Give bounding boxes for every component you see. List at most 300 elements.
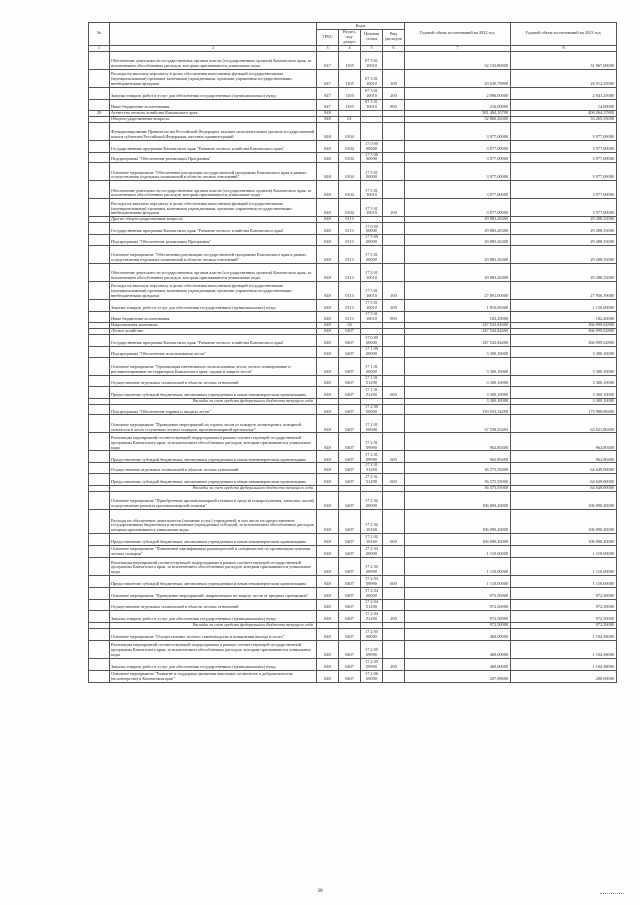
row-name: Реализация мероприятий соответствующей подпрограммы в рамках соответствующей государственной программы Камчатского края, за исключением обособленных расходов, которым присваиваются уникальные коды [110,433,317,451]
row-sum-2022: 3 300,10000 [405,386,511,398]
table-row [89,181,617,199]
row-number [89,235,110,246]
row-name: Осуществление отдельных полномочий в области лесных отношений [110,463,317,474]
row-target-article: 17 2 04 51290 [361,600,383,611]
row-sum-2022: 972,50000 [405,611,511,623]
row-grbs: 848 [317,152,339,163]
row-sum-2022: 29 883,26300 [405,217,511,223]
row-grbs: 847 [317,69,339,87]
row-expense-type [383,51,405,69]
row-razdel: 1105 [339,99,361,110]
row-sum-2022: 1 810,06300 [405,300,511,312]
row-target-article: 17 2 02 00000 [361,492,383,510]
row-target-article: 17 2 01 09990 [361,451,383,463]
row-grbs: 847 [317,87,339,99]
row-razdel: 1105 [339,69,361,87]
row-sum-2022: 2 896,00000 [405,87,511,99]
row-expense-type [383,375,405,386]
row-name: Иные бюджетные ассигнования [110,312,317,323]
row-grbs: 848 [317,534,339,546]
row-razdel: 1105 [339,51,361,69]
row-sum-2022: 207,98800 [405,671,511,683]
row-name: Государственная программа Камчатского края "Развитие лесного хозяйства Камчатского края" [110,223,317,235]
row-name: Основное мероприятие "Приобретение противопожарной техники и средств пожаротушения, запасных частей, осуществление ремонта противопожарной техники" [110,492,317,510]
row-number [89,546,110,558]
row-name: Основное мероприятие "Проведение мероприятий, направленных на защиту лесов от вредных организмов" [110,588,317,600]
row-razdel: 0407 [339,328,361,334]
row-sum-2022: 460,00000 [405,659,511,671]
row-expense-type [383,415,405,433]
row-sum-2023: 28 912,25000 [511,69,617,87]
row-expense-type [383,334,405,346]
row-number [89,87,110,99]
row-sum-2023: 3 977,00000 [511,122,617,140]
row-razdel: 0407 [339,433,361,451]
row-expense-type: 100 [383,282,405,300]
row-target-article: 17 2 01 09990 [361,433,383,451]
row-target-article: 17 1 01 51290 [361,386,383,398]
row-razdel: 0407 [339,415,361,433]
row-sum-2023: 1 110,00000 [511,576,617,588]
row-sum-2023: 3 300,10000 [511,357,617,375]
row-grbs: 848 [317,346,339,357]
row-name: Реализация мероприятий соответствующей подпрограммы в рамках соответствующей государственной программы Камчатского края, за исключением обособленных расходов, которым присваиваются уникальные коды [110,558,317,576]
row-razdel: 0407 [339,463,361,474]
row-target-article: 17 2 03 09990 [361,558,383,576]
row-razdel: 0407 [339,576,361,588]
row-number [89,282,110,300]
table-row [89,334,617,346]
row-grbs: 848 [317,282,339,300]
row-name: Расходы за счет средств федерального бюджета текущего года [110,486,317,492]
row-number [89,492,110,510]
row-razdel: 0407 [339,641,361,659]
row-number [89,600,110,611]
row-razdel: 0407 [339,474,361,486]
header-no: № [89,23,110,46]
row-target-article: 17 2 05 09990 [361,641,383,659]
row-sum-2022: 962,80400 [405,433,511,451]
row-expense-type [383,558,405,576]
table-row [89,629,617,641]
row-sum-2022: 347 543,84400 [405,334,511,346]
row-expense-type [383,433,405,451]
row-expense-type: 600 [383,474,405,486]
row-number [89,152,110,163]
row-sum-2023: 3 300,10000 [511,346,617,357]
row-sum-2023: 31 867,00000 [511,51,617,69]
row-number [89,463,110,474]
corner-mark [600,893,624,894]
row-grbs: 848 [317,600,339,611]
row-target-article [361,122,383,140]
row-sum-2023: 1 110,00000 [511,546,617,558]
row-grbs: 848 [317,510,339,534]
table-row [89,600,617,611]
row-number [89,451,110,463]
table-row [89,312,617,323]
row-sum-2023: 64 649,00000 [511,463,617,474]
table-row [89,140,617,152]
row-number [89,163,110,181]
row-expense-type: 600 [383,386,405,398]
row-name: Предоставление субсидий бюджетным, автономным учреждениям и иным некоммерческим организациям [110,576,317,588]
row-grbs: 848 [317,110,339,116]
row-target-article: 17 2 01 51290 [361,463,383,474]
table-row [89,282,617,300]
row-grbs: 848 [317,163,339,181]
table-row [89,451,617,463]
row-target-article: 17 5 00 00000 [361,235,383,246]
row-sum-2023: 64 649,00000 [511,486,617,492]
row-razdel: 0113 [339,235,361,246]
row-grbs: 848 [317,659,339,671]
row-sum-2022: 3 977,00000 [405,163,511,181]
row-name: Основное мероприятие "Развитие и поддержка движения школьных лесничеств и добровольчества (волонтерства) в Камчатском крае" [110,671,317,683]
table-row [89,463,617,474]
row-expense-type: 200 [383,659,405,671]
row-number [89,181,110,199]
row-grbs: 848 [317,611,339,623]
row-sum-2023: 200,00000 [511,671,617,683]
header-razdel: Раздел, под-раздел [339,30,361,46]
row-number [89,386,110,398]
row-sum-2022: 460,00000 [405,641,511,659]
row-grbs: 848 [317,328,339,334]
row-number [89,576,110,588]
row-number [89,641,110,659]
row-razdel: 0407 [339,629,361,641]
row-name: Обеспечение деятельности государственных органов власти (государственных органов) Камчатского края, за исключением обособленных расходов, которым присваиваются уникальные коды [110,264,317,282]
index-cell: 1 [89,45,110,51]
row-target-article: 17 2 04 51290 [361,611,383,623]
row-name: Иные бюджетные ассигнования [110,99,317,110]
header-name [110,23,317,46]
row-razdel: 0113 [339,312,361,323]
header-target-article: Целевая статья [361,30,383,46]
row-name: Основное мероприятие "Проведение мероприятий по охране лесов от пожаров, мониторингу пожарной опасности в лесах и тушению лесных пожаров, противопожарной пропаганде" [110,415,317,433]
row-number [89,69,110,87]
row-target-article: 17 0 00 00000 [361,140,383,152]
table-row [89,223,617,235]
row-target-article: 17 0 00 00000 [361,334,383,346]
row-sum-2023: 29 288,35000 [511,223,617,235]
row-expense-type [383,235,405,246]
row-name: Расходы на обеспечение деятельности (оказание услуг) учреждений, в том числе на предоставление государственным бюджетным и автономным учреждениям субсидий, за исключением обособленных расходов, которым присваиваются уникальные коды [110,510,317,534]
row-expense-type [383,264,405,282]
page-number: 38 [317,888,323,894]
row-number [89,264,110,282]
row-name: Предоставление субсидий бюджетным, автономным учреждениям и иным некоммерческим организациям [110,451,317,463]
row-expense-type: 100 [383,69,405,87]
row-razdel: 0113 [339,217,361,223]
row-target-article: 17 2 04 00000 [361,588,383,600]
row-sum-2023: 3 977,00000 [511,140,617,152]
row-sum-2022: 3 977,00000 [405,140,511,152]
row-target-article: 17 2 02 10160 [361,510,383,534]
row-razdel: 0104 [339,122,361,140]
row-razdel: 0407 [339,588,361,600]
row-name: Осуществление отдельных полномочий в области лесных отношений [110,375,317,386]
row-sum-2022: 1 110,00000 [405,546,511,558]
row-sum-2022: 159 933,54200 [405,404,511,415]
row-sum-2022: 1 110,00000 [405,576,511,588]
row-name: Основное мероприятие "Обеспечение реализации государственной программы Камчатского края в рамках осуществления отдельных полномочий в области лесных отношений" [110,246,317,264]
row-razdel: 0407 [339,386,361,398]
row-sum-2022: 29 883,26300 [405,246,511,264]
row-sum-2022: 29 883,26300 [405,235,511,246]
row-razdel: 0407 [339,510,361,534]
row-name: Общегосударственные вопросы [110,116,317,122]
row-expense-type: 200 [383,611,405,623]
row-grbs: 848 [317,415,339,433]
row-target-article: 17 2 01 00000 [361,415,383,433]
row-sum-2023: 63 621,80400 [511,415,617,433]
row-name: Государственная программа Камчатского края "Развитие лесного хозяйства Камчатского края" [110,334,317,346]
row-expense-type: 600 [383,576,405,588]
row-sum-2022: 29 883,26300 [405,264,511,282]
row-razdel: 0407 [339,334,361,346]
row-expense-type [383,152,405,163]
row-sum-2022: 36 575,55000 [405,463,511,474]
row-sum-2023: 29 288,35000 [511,264,617,282]
row-name: Предоставление субсидий бюджетным, автономным учреждениям и иным некоммерческим организациям [110,386,317,398]
row-sum-2023: 14,00000 [511,99,617,110]
row-grbs: 848 [317,199,339,217]
row-razdel: 0113 [339,300,361,312]
row-sum-2022: 3 300,10000 [405,357,511,375]
row-sum-2023: 3 300,10000 [511,375,617,386]
row-target-article: 17 2 05 00000 [361,629,383,641]
row-expense-type [383,492,405,510]
row-target-article: 17 1 00 00000 [361,346,383,357]
row-razdel: 0113 [339,264,361,282]
row-grbs: 848 [317,671,339,683]
row-sum-2023: 1 104,38000 [511,629,617,641]
row-number [89,659,110,671]
row-sum-2022: 106 800,20000 [405,492,511,510]
row-target-article: 07 3 01 10010 [361,69,383,87]
row-number [89,357,110,375]
row-expense-type: 800 [383,99,405,110]
row-sum-2023: 106 090,20000 [511,510,617,534]
row-grbs: 848 [317,558,339,576]
table-row [89,69,617,87]
row-number [89,346,110,357]
row-sum-2023: 29 288,35000 [511,235,617,246]
index-cell: 2 [110,45,317,51]
table-row [89,588,617,600]
row-number [89,140,110,152]
row-expense-type [383,346,405,357]
row-grbs: 848 [317,463,339,474]
row-target-article: 17 5 00 00000 [361,152,383,163]
row-sum-2022: 3 300,10000 [405,398,511,404]
row-sum-2023: 33 265,35000 [511,116,617,122]
row-razdel: 0113 [339,223,361,235]
table-row [89,558,617,576]
row-expense-type [383,463,405,474]
row-number [89,99,110,110]
row-razdel: 0104 [339,181,361,199]
row-target-article: 17 2 03 00000 [361,546,383,558]
row-razdel: 0407 [339,611,361,623]
row-number [89,199,110,217]
row-expense-type [383,641,405,659]
table-row [89,433,617,451]
row-target-article: 17 5 01 10010 [361,312,383,323]
row-razdel: 0407 [339,534,361,546]
row-sum-2023: 3 300,10000 [511,386,617,398]
row-expense-type [383,588,405,600]
row-sum-2022: 216,00000 [405,99,511,110]
row-expense-type: 600 [383,451,405,463]
row-grbs: 848 [317,312,339,323]
row-target-article: 17 5 01 10010 [361,181,383,199]
row-sum-2022: 36 575,55000 [405,474,511,486]
row-target-article: 17 5 01 10010 [361,300,383,312]
row-expense-type [383,629,405,641]
table-row [89,163,617,181]
row-name: Национальная экономика [110,322,317,328]
header-expense-type: Вид расходов [383,30,405,46]
row-razdel: 0113 [339,282,361,300]
row-name: Подпрограмма "Обеспечение реализации Программы" [110,152,317,163]
row-grbs: 848 [317,223,339,235]
table-row [89,659,617,671]
row-number [89,312,110,323]
row-sum-2022: 36 575,55000 [405,486,511,492]
row-target-article: 17 2 00 00000 [361,404,383,415]
row-number [89,415,110,433]
row-sum-2023: 962,80400 [511,451,617,463]
table-row [89,199,617,217]
row-number [89,534,110,546]
row-grbs: 847 [317,51,339,69]
row-sum-2022: 460,00000 [405,629,511,641]
row-grbs: 848 [317,375,339,386]
row-sum-2023: 1 104,38000 [511,641,617,659]
row-number [89,51,110,69]
row-razdel: 0407 [339,451,361,463]
row-sum-2022: 32 860,26300 [405,116,511,122]
table-row [89,474,617,486]
header-codes: Коды [317,23,405,30]
row-sum-2023: 366 999,02800 [511,322,617,328]
row-sum-2023: 972,50000 [511,588,617,600]
row-name: Закупка товаров, работ и услуг для обеспечения государственных (муниципальных) нужд [110,87,317,99]
row-target-article: 17 5 01 10010 [361,264,383,282]
table-row [89,492,617,510]
row-number [89,629,110,641]
table-row [89,87,617,99]
table-row [89,611,617,623]
index-cell: 6 [383,45,405,51]
row-sum-2023: 1 104,38000 [511,659,617,671]
table-row [89,264,617,282]
row-target-article: 17 5 01 10010 [361,282,383,300]
header-sum-2023: Годовой объем ассигнований на 2023 год [511,23,617,46]
row-name: Расходы на выплаты персоналу в целях обеспечения выполнения функций государственными (муниципальными) органами, казенными учреждениями, органами управления государственными внебюджетными фондами [110,282,317,300]
row-expense-type [383,122,405,140]
row-expense-type [383,246,405,264]
row-razdel: 0104 [339,140,361,152]
table-row [89,99,617,110]
row-razdel: 0407 [339,558,361,576]
table-row [89,152,617,163]
row-target-article: 17 5 01 00000 [361,163,383,181]
row-name: Другие общегосударственные вопросы [110,217,317,223]
table-row [89,235,617,246]
index-cell: 5 [361,45,383,51]
row-expense-type [383,404,405,415]
row-sum-2022: 3 300,10000 [405,346,511,357]
row-name: Подпрограмма "Обеспечение реализации Программы" [110,235,317,246]
row-sum-2022: 3 977,00000 [405,152,511,163]
row-number [89,246,110,264]
row-sum-2023: 3 300,10000 [511,398,617,404]
row-number [89,474,110,486]
table-row [89,122,617,140]
row-grbs: 848 [317,404,339,415]
row-sum-2023: 1 110,00000 [511,558,617,576]
row-target-article: 17 2 05 09990 [361,659,383,671]
row-expense-type: 200 [383,87,405,99]
row-grbs: 848 [317,264,339,282]
row-number [89,433,110,451]
row-expense-type: 600 [383,534,405,546]
row-expense-type: 800 [383,312,405,323]
row-sum-2023: 1 150,00000 [511,300,617,312]
row-sum-2023: 29 288,35000 [511,246,617,264]
row-number [89,122,110,140]
row-sum-2023: 27 956,19000 [511,282,617,300]
row-name: Закупка товаров, работ и услуг для обеспечения государственных (муниципальных) нужд [110,300,317,312]
row-name: Предоставление субсидий бюджетным, автономным учреждениям и иным некоммерческим организациям [110,474,317,486]
row-target-article: 17 2 01 51290 [361,474,383,486]
row-razdel: 0407 [339,600,361,611]
row-target-article: 07 3 01 10010 [361,87,383,99]
row-sum-2023: 366 999,02800 [511,334,617,346]
table-row [89,546,617,558]
row-expense-type [383,671,405,683]
row-grbs: 848 [317,386,339,398]
row-name: Основное мероприятие "Осуществление лесного семеноводства и повышения выхода в лесах" [110,629,317,641]
row-number [89,671,110,683]
row-sum-2022: 3 300,10000 [405,375,511,386]
row-name: Расходы за счет средств федерального бюджета текущего года [110,398,317,404]
row-name: Осуществление отдельных полномочий в области лесных отношений [110,600,317,611]
row-sum-2022: 962,80400 [405,451,511,463]
header-grbs: ГРБС [317,30,339,46]
row-number: 29 [89,110,110,116]
table-row [89,415,617,433]
row-name: Расходы на выплаты персоналу в целях обеспечения выполнения функций государственными (муниципальными) органами, казенными учреждениями, органами управления государственными внебюджетными фондами [110,69,317,87]
row-sum-2022: 37 538,25403 [405,415,511,433]
index-cell: 7 [405,45,511,51]
row-target-article: 17 5 01 00000 [361,246,383,264]
row-grbs: 848 [317,217,339,223]
index-cell: 8 [511,45,617,51]
row-grbs: 848 [317,334,339,346]
row-sum-2022: 182,20000 [405,312,511,323]
row-sum-2023: 106 090,20000 [511,492,617,510]
row-number [89,404,110,415]
table-row [89,246,617,264]
row-name: Подпрограмма "Обеспечение охраны и защиты лесов" [110,404,317,415]
row-number [89,611,110,623]
row-sum-2022: 347 543,84400 [405,328,511,334]
